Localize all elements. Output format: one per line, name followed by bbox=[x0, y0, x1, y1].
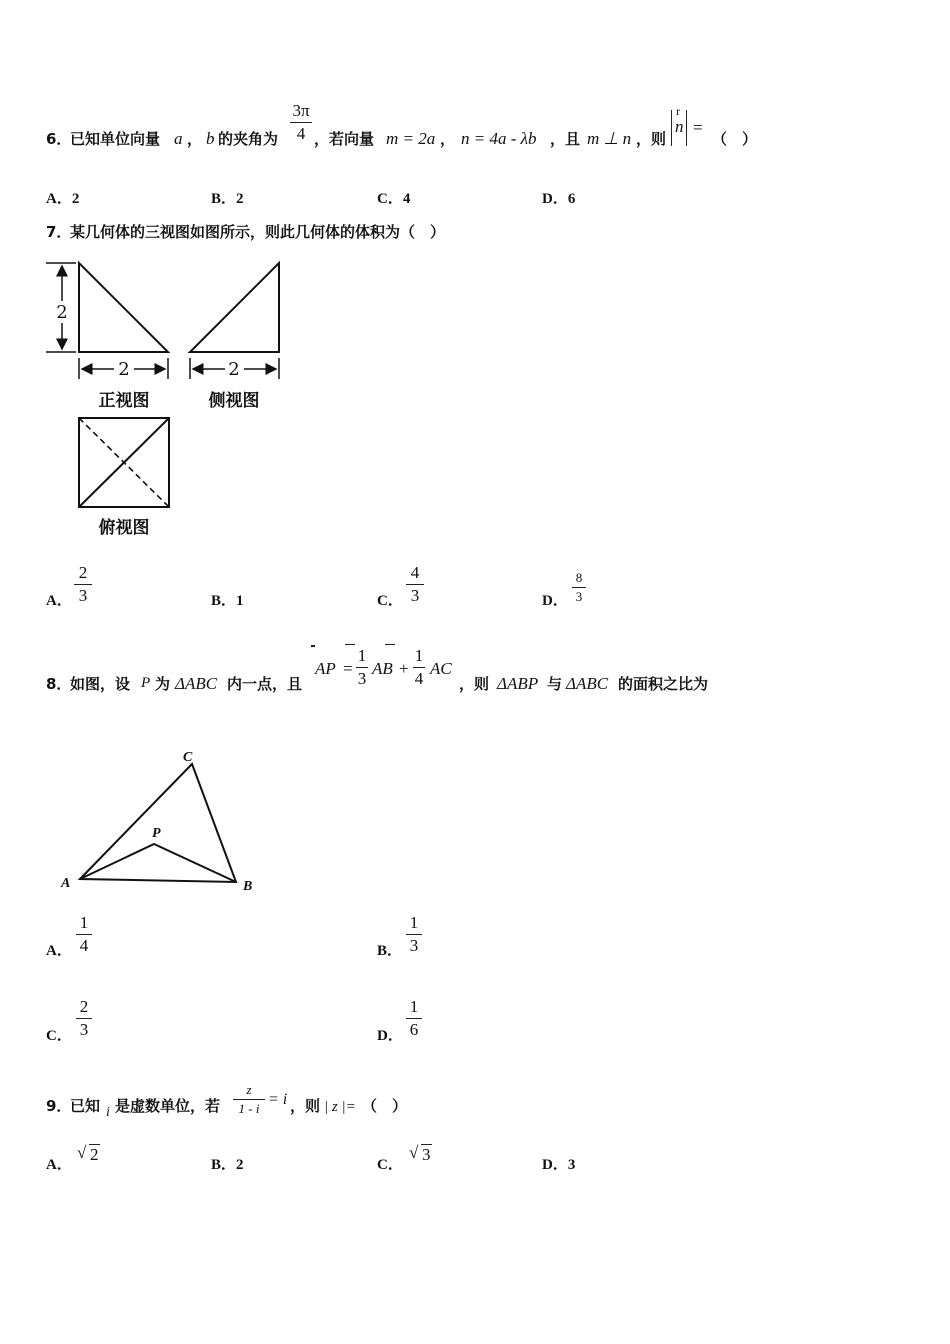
q8-point-p: P bbox=[141, 675, 151, 691]
q7-dim-side-width: 2 bbox=[228, 359, 240, 380]
q8-label-b: B bbox=[243, 879, 253, 894]
q7-option-c-fraction bbox=[406, 563, 424, 606]
q8-equals: = bbox=[343, 659, 353, 678]
q9-option-d-value: 3 bbox=[567, 1157, 576, 1173]
q6-number: 6． bbox=[46, 130, 72, 148]
q6-n-def: n = 4a - λb bbox=[461, 129, 537, 148]
q8-option-a-den: 4 bbox=[79, 936, 89, 955]
q8-triangle-abc-shape bbox=[80, 764, 236, 882]
q7-option-d-den: 3 bbox=[575, 589, 583, 604]
q8-text-5: 与 bbox=[547, 675, 563, 693]
q9-option-c-sqrt-sign: √ bbox=[409, 1143, 419, 1162]
q6-angle-den: 4 bbox=[296, 124, 306, 143]
q8-option-a-fraction bbox=[76, 913, 92, 956]
q8-triangle-abc-2: ΔABC bbox=[566, 674, 609, 693]
q8-triangle-abp: ΔABP bbox=[497, 674, 539, 693]
q8-coef-2-fraction bbox=[413, 646, 425, 689]
q6-perp: m ⊥ n bbox=[587, 129, 632, 148]
q8-vector-mark-ab bbox=[345, 644, 355, 645]
q7-option-a-num: 2 bbox=[78, 563, 88, 582]
q8-option-b-den: 3 bbox=[409, 936, 419, 955]
q6-abs-bar-right bbox=[686, 110, 687, 146]
q6-option-d-value: 6 bbox=[567, 191, 576, 207]
q6-angle-fraction bbox=[290, 101, 312, 144]
q7-option-d-label: D． bbox=[542, 593, 568, 609]
q9-option-a-label: A． bbox=[46, 1157, 72, 1173]
q7-option-b-label: B． bbox=[211, 593, 237, 609]
q6-var-b: b bbox=[206, 129, 215, 148]
q7-side-view-triangle bbox=[190, 263, 279, 352]
q8-number: 8． bbox=[46, 675, 72, 693]
q8-label-a: A bbox=[61, 876, 71, 891]
q8-vector-mark-ac bbox=[385, 644, 395, 645]
q9-fraction-den: 1 - i bbox=[238, 1101, 260, 1116]
q8-label-p: P bbox=[152, 826, 161, 841]
q8-triangle-abc-1: ΔABC bbox=[175, 674, 218, 693]
q7-dim-front-width: 2 bbox=[118, 359, 130, 380]
q9-text-1: 已知 bbox=[70, 1097, 101, 1115]
q6-option-a-label: A． bbox=[46, 191, 72, 207]
q6-option-d bbox=[542, 187, 575, 208]
q7-option-b-value: 1 bbox=[236, 593, 244, 609]
q9-option-b-label: B． bbox=[211, 1157, 237, 1173]
q8-text-3: 内一点，且 bbox=[227, 675, 303, 693]
q6-angle-num: 3π bbox=[292, 101, 310, 120]
q7-three-view-figure bbox=[40, 255, 290, 545]
q9-option-c-sqrt-value: 3 bbox=[422, 1145, 431, 1164]
q9-option-d bbox=[542, 1153, 575, 1174]
q7-option-c-label: C． bbox=[377, 593, 403, 609]
q9-option-c-label: C． bbox=[377, 1157, 403, 1173]
q8-option-b-label: B． bbox=[377, 943, 403, 959]
q8-label-c: C bbox=[183, 750, 193, 765]
q7-label-side-view: 侧视图 bbox=[208, 391, 260, 411]
q6-option-b-label: B． bbox=[211, 191, 237, 207]
q8-option-b-fraction bbox=[406, 913, 422, 956]
q6-option-c-label: C． bbox=[377, 191, 403, 207]
q8-option-d-label: D． bbox=[377, 1028, 403, 1044]
q6-option-b-value: 2 bbox=[236, 191, 244, 207]
q6-option-c bbox=[377, 187, 410, 208]
q6-vector-arrow: r bbox=[676, 104, 680, 118]
q8-option-c-label: C． bbox=[46, 1028, 72, 1044]
q9-imag-unit: i bbox=[106, 1105, 110, 1120]
q7-label-top-view: 俯视图 bbox=[98, 518, 150, 538]
q8-coef-1-num: 1 bbox=[357, 646, 367, 665]
q8-text-6: 的面积之比为 bbox=[618, 675, 709, 693]
q8-coef-2-den: 4 bbox=[414, 669, 424, 688]
q6-equals: = bbox=[693, 118, 703, 137]
q7-number: 7． bbox=[46, 223, 72, 241]
q8-vector-ap: AP bbox=[315, 659, 336, 678]
q8-text-2: 为 bbox=[155, 675, 171, 693]
q8-vector-ab: AB bbox=[372, 659, 393, 678]
q8-option-c-fraction bbox=[76, 997, 92, 1040]
q6-option-d-label: D． bbox=[542, 191, 568, 207]
q8-option-d-den: 6 bbox=[409, 1020, 419, 1039]
q7-option-a-fraction bbox=[74, 563, 92, 606]
q7-option-d-fraction bbox=[572, 570, 586, 605]
q6-abs-bar-left bbox=[671, 110, 672, 146]
q6-text-1: 已知单位向量 bbox=[70, 130, 161, 148]
q7-option-d-num: 8 bbox=[575, 570, 583, 585]
q8-option-b-num: 1 bbox=[409, 913, 419, 932]
q6-comma-1: ， bbox=[187, 130, 203, 148]
q6-var-a: a bbox=[174, 129, 183, 148]
q9-text-2: 是虚数单位，若 bbox=[115, 1097, 221, 1115]
q9-option-d-label: D． bbox=[542, 1157, 568, 1173]
q8-option-d-num: 1 bbox=[409, 997, 419, 1016]
q8-plus: + bbox=[399, 659, 409, 678]
q6-option-b bbox=[211, 187, 244, 208]
q8-coef-2-num: 1 bbox=[414, 646, 424, 665]
q6-option-a-value: 2 bbox=[71, 191, 80, 207]
q6-abs-n: n bbox=[675, 117, 684, 136]
q8-coef-1-den: 3 bbox=[357, 669, 367, 688]
q8-option-d-fraction bbox=[406, 997, 422, 1040]
q8-text-1: 如图，设 bbox=[70, 675, 131, 693]
q9-option-a-sqrt-value: 2 bbox=[90, 1145, 99, 1164]
q9-option-b bbox=[211, 1153, 244, 1174]
q7-option-c-den: 3 bbox=[410, 586, 420, 605]
q8-segments-ap-bp bbox=[80, 844, 236, 882]
q6-comma-2: ， bbox=[440, 130, 456, 148]
q7-option-a-label: A． bbox=[46, 593, 72, 609]
q8-option-c-den: 3 bbox=[79, 1020, 89, 1039]
q8-option-c-num: 2 bbox=[79, 997, 89, 1016]
q6-answer-paren: （ ） bbox=[712, 130, 758, 148]
q8-text-4: ，则 bbox=[459, 675, 490, 693]
q7-label-front-view: 正视图 bbox=[98, 391, 150, 411]
q9-text-3: ，则 bbox=[290, 1097, 321, 1115]
q9-option-a-sqrt-sign: √ bbox=[77, 1143, 87, 1162]
q9-fraction bbox=[233, 1082, 265, 1117]
q6-m-def: m = 2a bbox=[386, 129, 436, 148]
q7-front-view-triangle bbox=[79, 263, 168, 352]
q8-option-a-label: A． bbox=[46, 943, 72, 959]
q7-dim-front-height: 2 bbox=[56, 302, 68, 323]
q7-option-b bbox=[211, 589, 244, 610]
q6-text-5: ，则 bbox=[636, 130, 667, 148]
q6-option-c-value: 4 bbox=[402, 191, 411, 207]
q9-number: 9． bbox=[46, 1097, 72, 1115]
q7-option-a-den: 3 bbox=[78, 586, 88, 605]
q8-vector-mark-ap bbox=[311, 645, 315, 647]
q7-option-c-num: 4 bbox=[410, 563, 420, 582]
q6-option-a bbox=[46, 187, 79, 208]
q9-equals-i: = i bbox=[268, 1091, 288, 1108]
q9-answer-paren: （ ） bbox=[362, 1097, 408, 1115]
q9-abs-z: | z |= bbox=[324, 1099, 356, 1115]
q6-text-3: ，若向量 bbox=[314, 130, 375, 148]
q6-text-4: ，且 bbox=[550, 130, 581, 148]
q6-text-2: 的夹角为 bbox=[218, 130, 279, 148]
q9-option-b-value: 2 bbox=[236, 1157, 244, 1173]
q8-option-a-num: 1 bbox=[79, 913, 89, 932]
q9-fraction-num: z bbox=[246, 1082, 252, 1097]
q8-vector-ac: AC bbox=[430, 659, 452, 678]
q8-coef-1-fraction bbox=[356, 646, 368, 689]
q7-text: 某几何体的三视图如图所示，则此几何体的体积为（ ） bbox=[70, 223, 446, 241]
q8-triangle-figure bbox=[55, 740, 265, 900]
